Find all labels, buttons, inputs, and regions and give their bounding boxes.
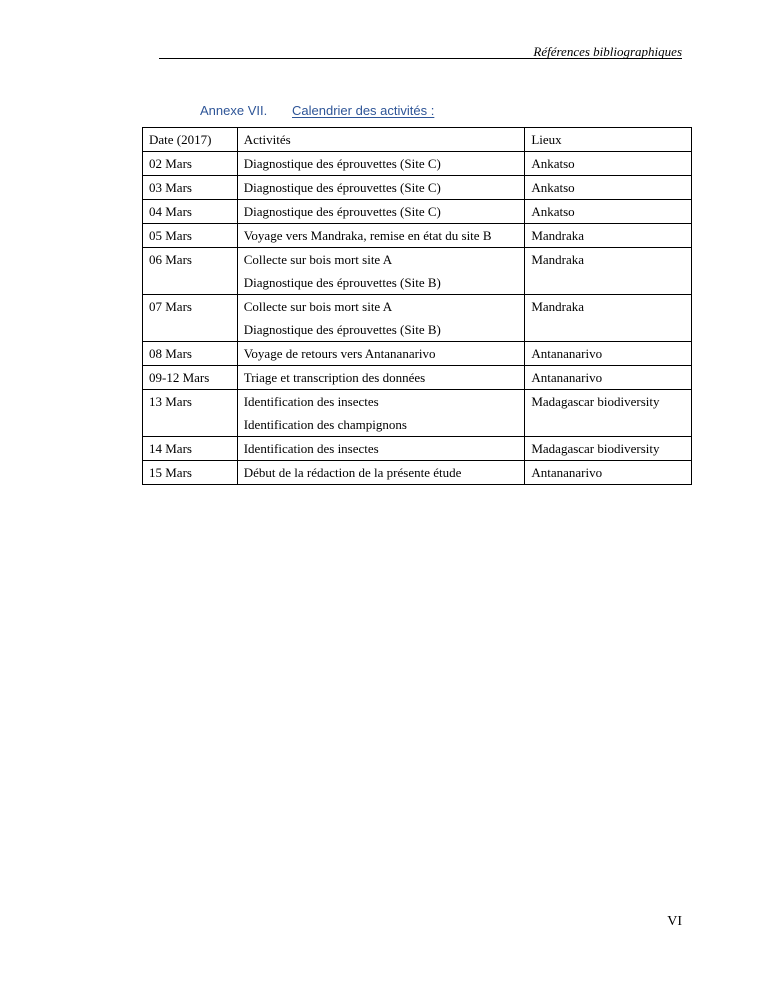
place-cell: Madagascar biodiversity bbox=[525, 390, 692, 437]
date-cell: 09-12 Mars bbox=[143, 366, 238, 390]
activity-line: Diagnostique des éprouvettes (Site C) bbox=[243, 180, 441, 195]
activity-cell bbox=[237, 390, 525, 437]
activity-cell bbox=[237, 437, 525, 461]
activity-line: Identification des insectes bbox=[243, 394, 379, 409]
date-cell: 14 Mars bbox=[143, 437, 238, 461]
activity-line: Diagnostique des éprouvettes (Site B) bbox=[243, 275, 441, 290]
activity-line: Identification des insectes bbox=[243, 441, 379, 456]
date-cell: 04 Mars bbox=[143, 200, 238, 224]
activity-line: Triage et transcription des données bbox=[243, 370, 426, 385]
activity-cell bbox=[237, 200, 525, 224]
annex-title: Calendrier des activités : bbox=[292, 103, 435, 118]
column-header-places: Lieux bbox=[525, 128, 692, 152]
date-cell: 08 Mars bbox=[143, 342, 238, 366]
activity-schedule-table bbox=[142, 127, 692, 485]
activity-cell bbox=[237, 342, 525, 366]
date-cell: 02 Mars bbox=[143, 152, 238, 176]
place-cell: Madagascar biodiversity bbox=[525, 437, 692, 461]
activity-line: Diagnostique des éprouvettes (Site C) bbox=[243, 204, 441, 219]
place-cell: Ankatso bbox=[525, 200, 692, 224]
table-row bbox=[143, 176, 692, 200]
annex-number: Annexe VII. bbox=[200, 103, 268, 118]
table-row bbox=[143, 437, 692, 461]
table-header-row bbox=[143, 128, 692, 152]
running-header-title: Références bibliographiques bbox=[533, 44, 682, 59]
activity-cell bbox=[237, 248, 525, 295]
table-row bbox=[143, 390, 692, 437]
date-cell: 13 Mars bbox=[143, 390, 238, 437]
table-row bbox=[143, 200, 692, 224]
page-number: VI bbox=[667, 914, 682, 929]
activity-line: Collecte sur bois mort site A bbox=[243, 252, 393, 267]
activity-cell bbox=[237, 224, 525, 248]
activity-cell bbox=[237, 461, 525, 485]
date-cell: 15 Mars bbox=[143, 461, 238, 485]
activity-cell bbox=[237, 295, 525, 342]
column-header-activities: Activités bbox=[237, 128, 525, 152]
place-cell: Antananarivo bbox=[525, 366, 692, 390]
table-row bbox=[143, 342, 692, 366]
column-header-date: Date (2017) bbox=[143, 128, 238, 152]
activity-cell bbox=[237, 366, 525, 390]
date-cell: 07 Mars bbox=[143, 295, 238, 342]
place-cell: Ankatso bbox=[525, 152, 692, 176]
date-cell: 03 Mars bbox=[143, 176, 238, 200]
place-cell: Antananarivo bbox=[525, 342, 692, 366]
activity-line: Début de la rédaction de la présente étude bbox=[243, 465, 462, 480]
activity-line: Diagnostique des éprouvettes (Site B) bbox=[243, 322, 441, 337]
table-row bbox=[143, 152, 692, 176]
activity-cell bbox=[237, 152, 525, 176]
place-cell: Mandraka bbox=[525, 224, 692, 248]
table-row bbox=[143, 461, 692, 485]
activity-line: Collecte sur bois mort site A bbox=[243, 299, 393, 314]
activity-line: Identification des champignons bbox=[243, 417, 407, 432]
place-cell: Antananarivo bbox=[525, 461, 692, 485]
header-divider bbox=[159, 58, 682, 59]
table-row bbox=[143, 366, 692, 390]
date-cell: 06 Mars bbox=[143, 248, 238, 295]
place-cell: Mandraka bbox=[525, 295, 692, 342]
place-cell: Ankatso bbox=[525, 176, 692, 200]
place-cell: Mandraka bbox=[525, 248, 692, 295]
table-row bbox=[143, 248, 692, 295]
table-row bbox=[143, 224, 692, 248]
annex-heading bbox=[200, 103, 434, 119]
activity-line: Voyage vers Mandraka, remise en état du site B bbox=[243, 228, 492, 243]
table-row bbox=[143, 295, 692, 342]
activity-line: Voyage de retours vers Antananarivo bbox=[243, 346, 436, 361]
date-cell: 05 Mars bbox=[143, 224, 238, 248]
activity-line: Diagnostique des éprouvettes (Site C) bbox=[243, 156, 441, 171]
activity-cell bbox=[237, 176, 525, 200]
